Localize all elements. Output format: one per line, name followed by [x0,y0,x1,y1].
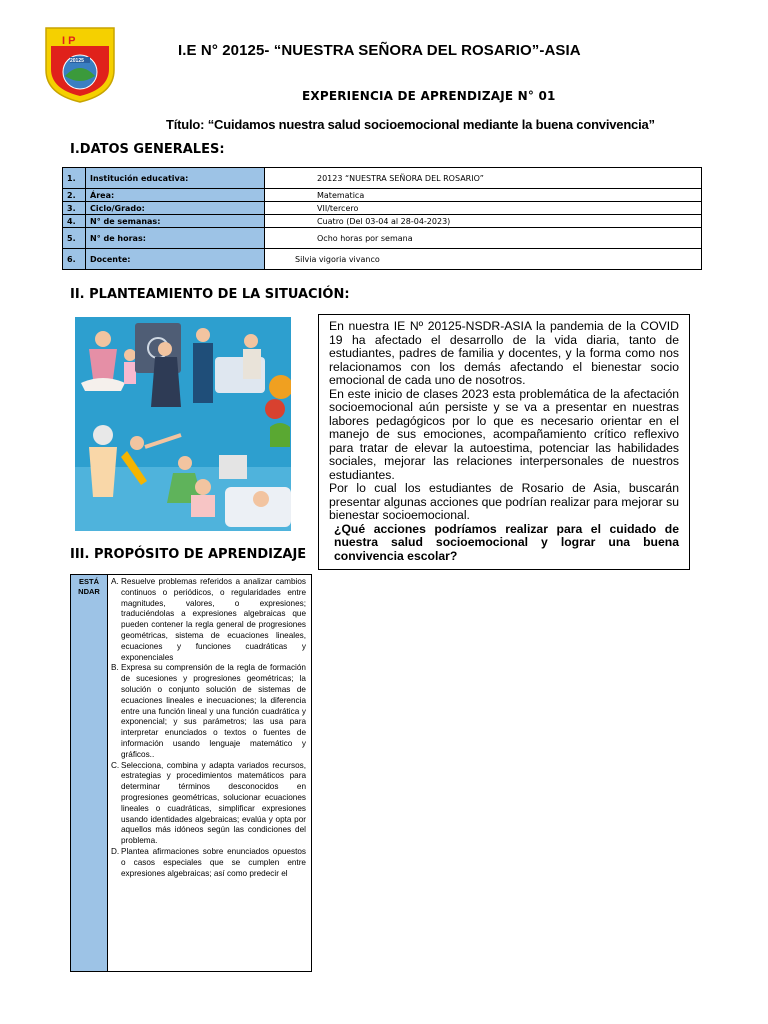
row-label: Ciclo/Grado: [86,202,265,215]
criterion-letter: D. [111,846,120,856]
row-number: 2. [63,189,86,202]
section-heading-situacion: II. PLANTEAMIENTO DE LA SITUACIÓN: [70,287,350,302]
table-row [63,228,702,249]
criterion-text: Plantea afirmaciones sobre enunciados opuestos o casos especiales que se cumplen entre expresiones algebraicas; así como predecir el [121,846,306,878]
row-value: Matematica [265,189,702,202]
situation-paragraph-1: En nuestra IE Nº 20125-NSDR-ASIA la pandemia de la COVID 19 ha afectado el desarrollo de la vida diaria, tanto de estudiantes, padres de familia y docentes, y la forma como nos relacionamos con los demás afectando el bienestar socio emocional de cada uno de nosotros. [329,319,679,387]
estandar-cell [71,575,108,972]
row-number: 6. [63,249,86,270]
row-label: Área: [86,189,265,202]
estandar-label: ESTÁNDAR [78,577,100,596]
row-number: 5. [63,228,86,249]
criterion-letter: B. [111,663,119,673]
row-label: N° de semanas: [86,215,265,228]
section-heading-proposito: III. PROPÓSITO DE APRENDIZAJE [70,547,307,562]
criterion-text: Expresa su comprensión de la regla de formación de sucesiones y progresiones geométricas; la solución o conjunto solución de sistemas de ecuaciones lineales e inecuaciones; la diferencia entre una función lineal y una función cuadrática y exponencial; y sus parámetros; las usa para interpretar enunciados o textos o fuentes de información usando lenguaje matemático y gráficos.. [121,663,306,759]
list-item [111,761,306,847]
criterion-text: Selecciona, combina y adapta variados recursos, estrategias y procedimientos matemáticos para determinar términos desconocidos en progresiones geométricas, solucionar ecuaciones lineales o cuadráticas, simplificar expresiones usando identidades algebraicas; evalúa y opta por aquellos más idóneos según las condiciones del problema. [121,760,306,846]
list-item [111,663,306,760]
situation-text-box [318,314,690,570]
table-row [63,249,702,270]
list-item [111,577,306,663]
row-label: N° de horas: [86,228,265,249]
section-heading-datos: I.DATOS GENERALES: [70,142,225,157]
criterion-letter: A. [111,577,119,586]
row-label: Docente: [86,249,265,270]
school-title: I.E N° 20125- “NUESTRA SEÑORA DEL ROSARIO”-ASIA [178,42,581,59]
criteria-list [111,577,306,879]
criterion-text: Resuelve problemas referidos a analizar cambios continuos o periódicos, o regularidades entre magnitudes, valores, o expresiones; traduciéndolas a expresiones algebraicas que pueden contener la regla general de progresiones geométricas, sistema de ecuaciones lineales, ecuaciones y funciones cuadráticas y exponenciales [121,577,306,662]
datos-generales-table [62,167,702,270]
row-number: 4. [63,215,86,228]
document-title: Título: “Cuidamos nuestra salud socioemocional mediante la buena convivencia” [166,117,655,132]
row-value: 20123 “NUESTRA SEÑORA DEL ROSARIO” [265,168,702,189]
list-item [111,847,306,879]
table-row [63,189,702,202]
experience-title: EXPERIENCIA DE APRENDIZAJE N° 01 [302,89,556,103]
table-row [63,215,702,228]
row-number: 3. [63,202,86,215]
table-row [63,202,702,215]
row-number: 1. [63,168,86,189]
table-row [63,168,702,189]
criterion-letter: C. [111,760,120,770]
row-value: Ocho horas por semana [265,228,702,249]
situation-question: ¿Qué acciones podríamos realizar para el cuidado de nuestra salud socioemocional y lograr una buena convivencia escolar? [334,521,679,563]
school-logo [40,24,120,104]
row-label: Institución educativa: [86,168,265,189]
wellbeing-illustration [75,317,291,531]
proposito-table [70,574,312,972]
row-value: VII/tercero [265,202,702,215]
logo-year: 20125 [70,58,84,64]
situation-paragraph-2: En este inicio de clases 2023 esta problemática de la afectación socioemocional aún persiste y se va a presentar en nuestras labores pedagógicos por lo que es necesario orientar en el manejo de sus emociones, acompañamiento crítico reflexivo para tratar de elevar la autoestima, potenciar las habilidades sociales, mejorar las relaciones interpersonales de nuestros estudiantes. [329,386,679,482]
row-value: Cuatro (Del 03-04 al 28-04-2023) [265,215,702,228]
situation-paragraph-3: Por lo cual los estudiantes de Rosario de Asia, buscarán presentar algunas acciones que podrían realizar para mejorar su bienestar socioemocional. [329,481,679,522]
logo-lettering: I P [62,35,76,47]
row-value: Silvia vigoria vivanco [265,249,702,270]
